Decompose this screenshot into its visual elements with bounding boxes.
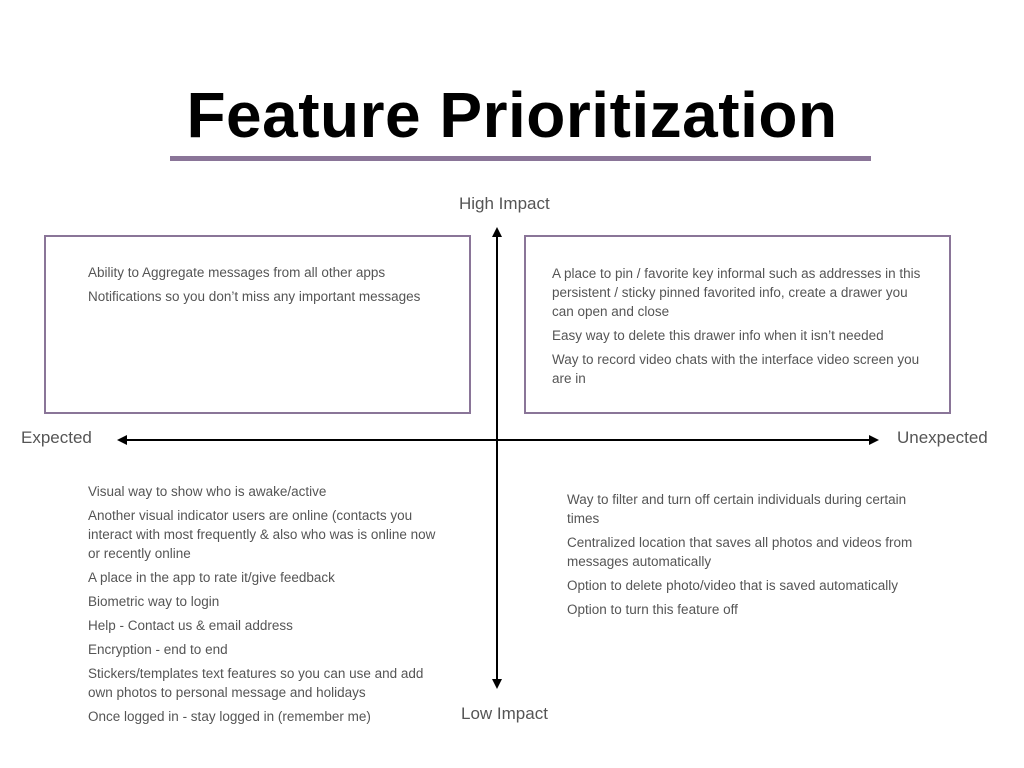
- list-item: Easy way to delete this drawer info when it isn’t needed: [552, 328, 884, 343]
- list-item: Visual way to show who is awake/active: [88, 484, 327, 499]
- page-title: Feature Prioritization: [186, 79, 838, 151]
- list-item: Help - Contact us & email address: [88, 618, 293, 633]
- quadrant-bottom-right-list: [567, 490, 939, 624]
- list-item: Stickers/templates text features so you can use and add own photos to personal message and holidays: [88, 666, 424, 700]
- quadrant-bottom-left-list: [88, 482, 450, 731]
- list-item: Option to turn this feature off: [567, 602, 738, 617]
- quadrant-top-left-list: [88, 263, 458, 311]
- list-item: Way to filter and turn off certain individuals during certain times: [567, 492, 907, 526]
- list-item: Another visual indicator users are online (contacts you interact with most frequently & also who was is online now or recently online: [88, 508, 436, 561]
- axis-label-unexpected: Unexpected: [897, 428, 988, 447]
- list-item: A place in the app to rate it/give feedback: [88, 570, 335, 585]
- list-item: Biometric way to login: [88, 594, 220, 609]
- list-item: Notifications so you don’t miss any important messages: [88, 289, 421, 304]
- list-item: Way to record video chats with the interface video screen you are in: [552, 352, 920, 386]
- quadrant-top-left-box: [44, 235, 471, 414]
- list-item: Option to delete photo/video that is saved automatically: [567, 578, 898, 593]
- list-item: A place to pin / favorite key informal such as addresses in this persistent / sticky pinned favorited info, create a drawer you can open and close: [552, 266, 921, 319]
- axis-label-expected: Expected: [21, 428, 92, 447]
- list-item: Encryption - end to end: [88, 642, 228, 657]
- axis-label-high-impact: High Impact: [459, 194, 550, 213]
- axis-label-low-impact: Low Impact: [461, 704, 548, 723]
- list-item: Centralized location that saves all photos and videos from messages automatically: [567, 535, 913, 569]
- list-item: Ability to Aggregate messages from all other apps: [88, 265, 386, 280]
- list-item: Once logged in - stay logged in (remember me): [88, 709, 371, 724]
- quadrant-top-right-list: [552, 264, 922, 393]
